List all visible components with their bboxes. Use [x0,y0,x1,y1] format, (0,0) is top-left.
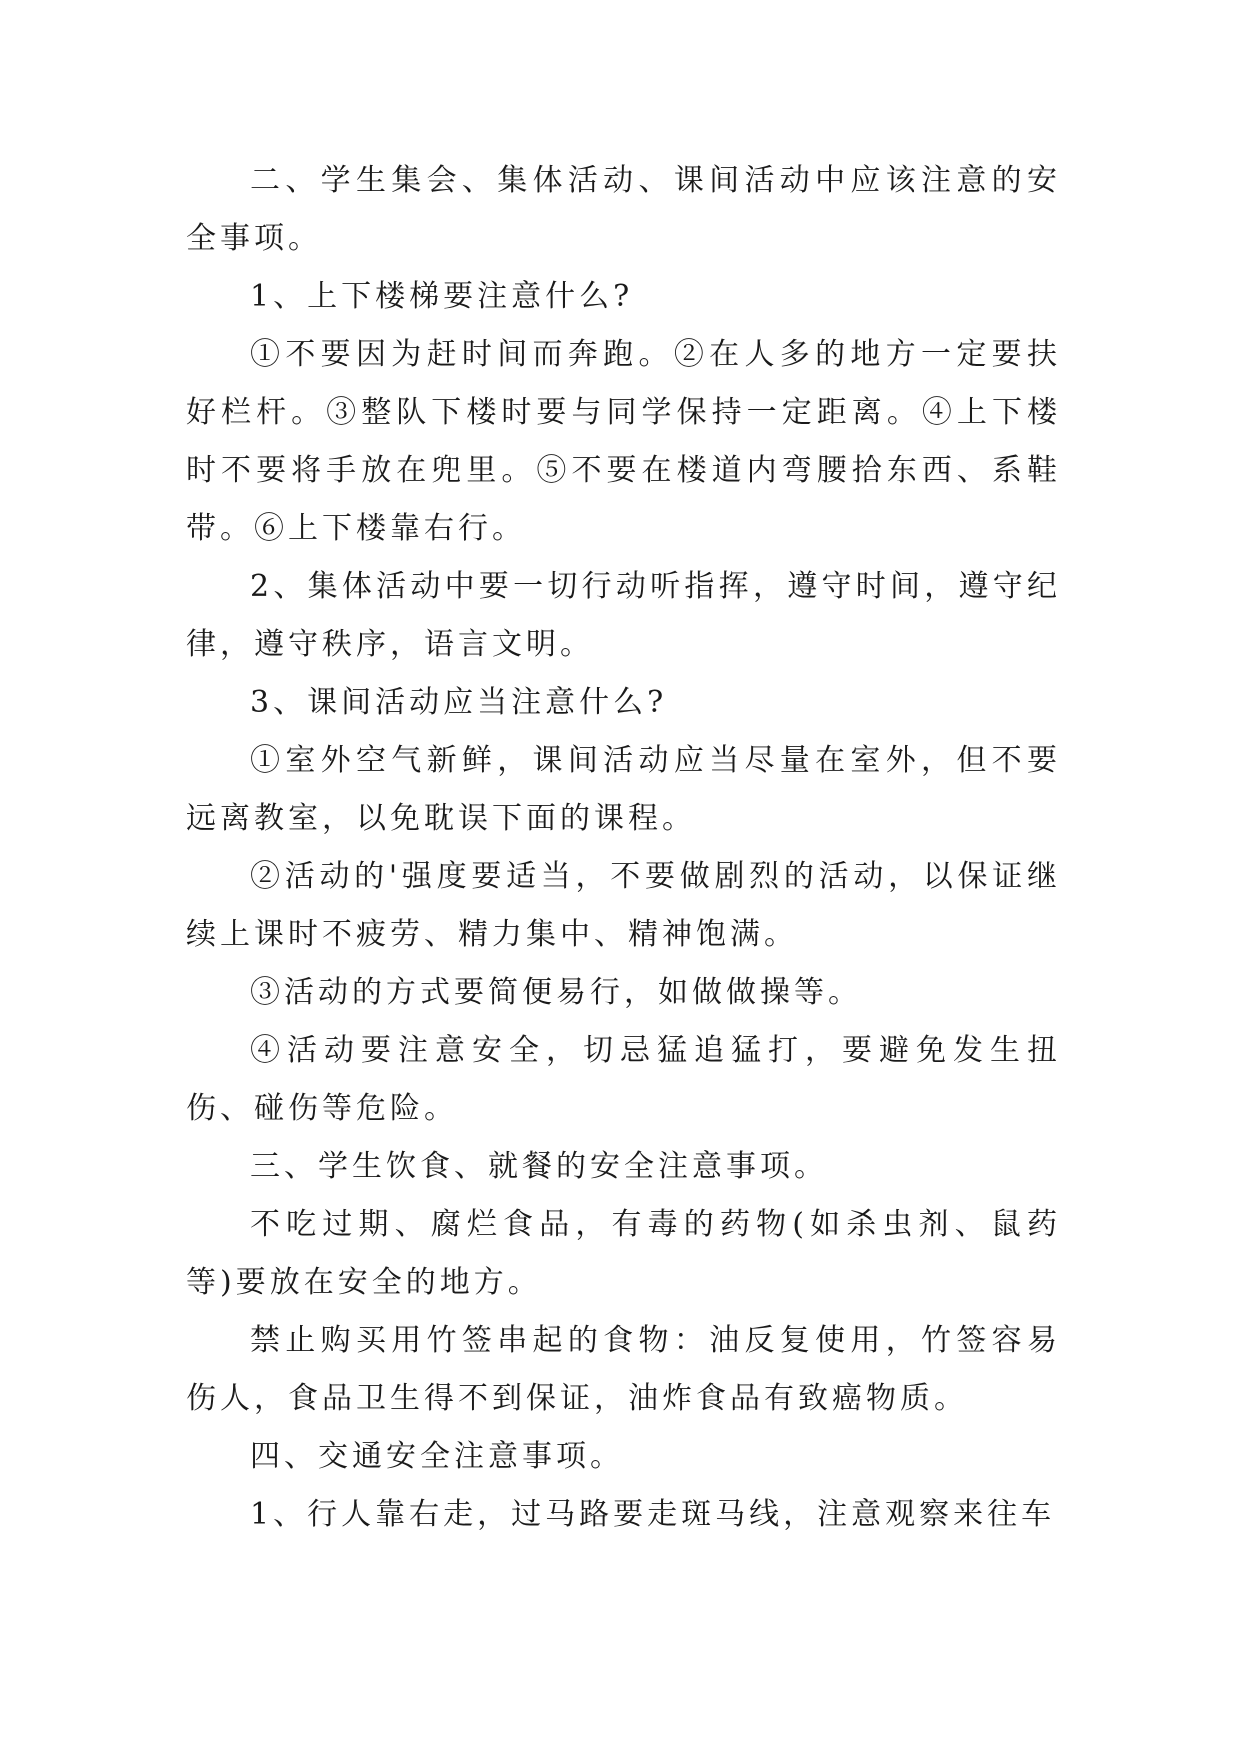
section-heading: 四、交通安全注意事项。 [250,1439,624,1474]
body-paragraph: ①不要因为赶时间而奔跑。②在人多的地方一定要扶好栏杆。③整队下楼时要与同学保持一定距离。④上下楼时不要将手放在兜里。⑤不要在楼道内弯腰拾东西、系鞋带。⑥上下楼靠右行。 [186,337,1061,546]
document-body [186,152,1061,1544]
body-paragraph: 禁止购买用竹签串起的食物：油反复使用，竹签容易伤人，食品卫生得不到保证，油炸食品有致癌物质。 [186,1323,1061,1416]
body-paragraph: ①室外空气新鲜，课间活动应当尽量在室外，但不要远离教室，以免耽误下面的课程。 [186,743,1061,836]
body-paragraph: 不吃过期、腐烂食品，有毒的药物(如杀虫剂、鼠药等)要放在安全的地方。 [186,1207,1061,1300]
section-heading: 二、学生集会、集体活动、课间活动中应该注意的安全事项。 [186,163,1061,256]
body-paragraph: 1、行人靠右走，过马路要走斑马线，注意观察来往车 [250,1497,1056,1532]
body-paragraph: ④活动要注意安全，切忌猛追猛打，要避免发生扭伤、碰伤等危险。 [186,1033,1061,1126]
body-paragraph: ②活动的'强度要适当，不要做剧烈的活动，以保证继续上课时不疲劳、精力集中、精神饱满。 [186,859,1061,952]
section-heading: 三、学生饮食、就餐的安全注意事项。 [250,1149,828,1184]
body-paragraph: 2、集体活动中要一切行动听指挥，遵守时间，遵守纪律，遵守秩序，语言文明。 [186,569,1061,662]
subsection-heading: 3、课间活动应当注意什么? [250,685,668,720]
body-paragraph: ③活动的方式要简便易行，如做做操等。 [250,975,862,1010]
subsection-heading: 1、上下楼梯要注意什么? [250,279,634,314]
